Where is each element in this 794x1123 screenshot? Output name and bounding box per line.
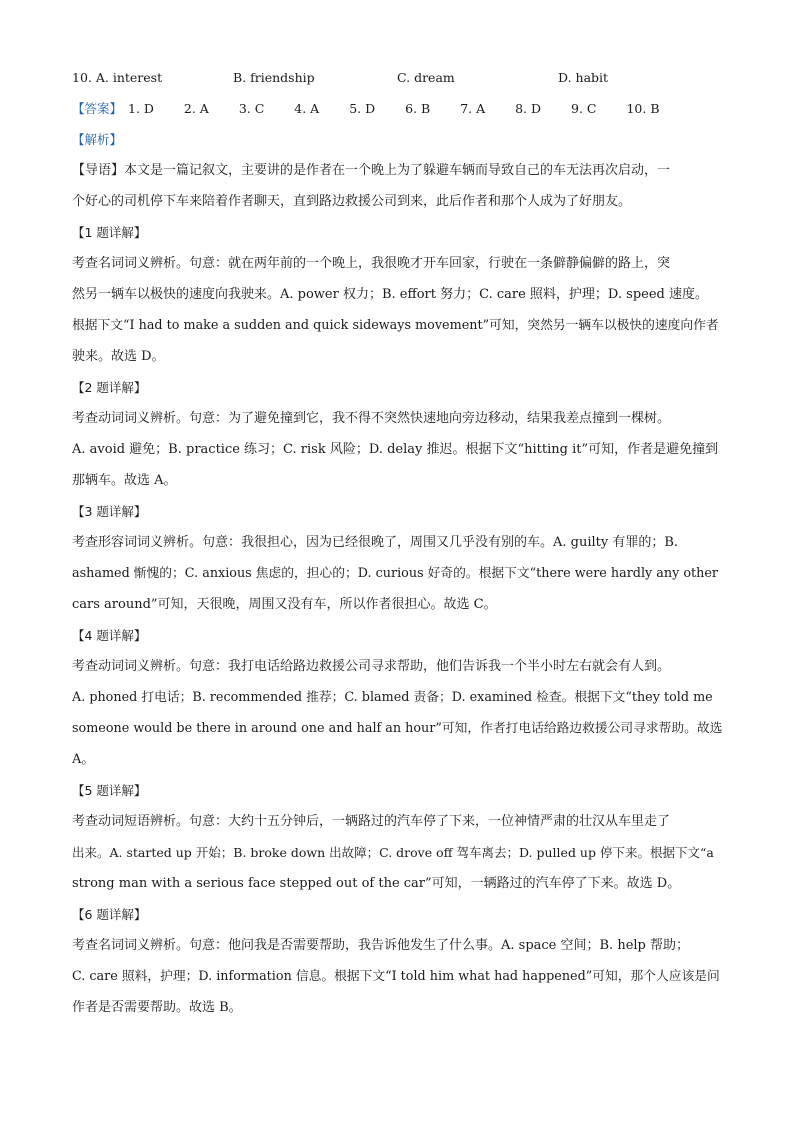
item-4-explanation [72, 651, 722, 775]
explanation-line: A. avoid 避免；B. practice 练习；C. risk 风险；D. delay 推迟。根据下文“hitting it”可知，作者是避免撞到 [72, 442, 719, 457]
explanation-line: 作者是否需要帮助。故选 B。 [72, 1000, 242, 1015]
item-3-heading: 【3 题详解】 [72, 504, 147, 519]
explanation-line: 那辆车。故选 A。 [72, 473, 177, 488]
explanation-line: 出来。A. started up 开始；B. broke down 出故障；C. drove off 驾车离去；D. pulled up 停下来。根据下文“a [72, 845, 714, 860]
explanation-line: A。 [72, 752, 95, 767]
guide-line: 【导语】本文是一篇记叙文，主要讲的是作者在一个晚上为了躲避车辆而导致自己的车无法再次启动，一 [72, 163, 671, 178]
explanation-line: 考查形容词词义辨析。句意：我很担心，因为已经很晚了，周围又几乎没有别的车。A. guilty 有罪的；B. [72, 535, 679, 550]
item-3-explanation [72, 527, 722, 620]
explanation-line: C. care 照料，护理；D. information 信息。根据下文“I told him what had happened”可知，那个人应该是问 [72, 969, 720, 984]
item-1-explanation [72, 248, 722, 372]
explanation-line: 考查动词词义辨析。句意：我打电话给路边救援公司寻求帮助，他们告诉我一个半小时左右就会有人到。 [72, 659, 671, 674]
answer-item: 2. A [183, 101, 209, 116]
explanation-line: A. phoned 打电话；B. recommended 推荐；C. blamed 责备；D. examined 检查。根据下文“they told me [72, 690, 713, 705]
explanation-line: ashamed 惭愧的；C. anxious 焦虑的，担心的；D. curious 好奇的。根据下文“there were hardly any other [72, 566, 719, 581]
answer-item: 8. D [515, 101, 542, 116]
item-2-heading: 【2 题详解】 [72, 380, 147, 395]
guide-line: 个好心的司机停下车来陪着作者聊天，直到路边救援公司到来，此后作者和那个人成为了好朋友。 [72, 194, 632, 209]
explanation-line: 然另一辆车以极快的速度向我驶来。A. power 权力；B. effort 努力；C. care 照料，护理；D. speed 速度。 [72, 287, 708, 302]
item-5-explanation [72, 806, 722, 899]
answer-item: 4. A [294, 101, 320, 116]
explanation-line: 根据下文“I had to make a sudden and quick sideways movement”可知，突然另一辆车以极快的速度向作者 [72, 318, 719, 333]
option-c: C. dream [397, 70, 455, 85]
item-4-heading: 【4 题详解】 [72, 628, 147, 643]
answer-item: 9. C [571, 101, 597, 116]
answer-item: 3. C [238, 101, 265, 116]
answer-item: 7. A [460, 101, 486, 116]
explanation-line: someone would be there in around one and half an hour”可知，作者打电话给路边救援公司寻求帮助。故选 [72, 721, 723, 736]
item-2-explanation [72, 403, 722, 496]
option-a: 10. A. interest [72, 70, 163, 85]
item-5-heading: 【5 题详解】 [72, 783, 147, 798]
answer-item: 1. D [128, 101, 154, 116]
answer-label: 【答案】 [72, 101, 123, 116]
analysis-label: 【解析】 [72, 132, 123, 147]
explanation-line: 考查名词词义辨析。句意：就在两年前的一个晚上，我很晚才开车回家，行驶在一条僻静偏僻的路上，突 [72, 256, 671, 271]
document-page [72, 62, 722, 1023]
explanation-line: 考查动词短语辨析。句意：大约十五分钟后，一辆路过的汽车停了下来，一位神情严肃的壮汉从车里走了 [72, 814, 671, 829]
explanation-line: 考查动词词义辨析。句意：为了避免撞到它，我不得不突然快速地向旁边移动，结果我差点撞到一棵树。 [72, 411, 671, 426]
answer-item: 5. D [349, 101, 376, 116]
explanation-line: strong man with a serious face stepped out of the car”可知，一辆路过的汽车停了下来。故选 D。 [72, 876, 681, 891]
explanation-line: 驶来。故选 D。 [72, 349, 165, 364]
item-1-heading: 【1 题详解】 [72, 225, 147, 240]
option-d: D. habit [558, 70, 609, 85]
answer-key [72, 93, 722, 124]
item-6-heading: 【6 题详解】 [72, 907, 147, 922]
option-b: B. friendship [233, 70, 315, 85]
explanation-line: cars around”可知，天很晚，周围又没有车，所以作者很担心。故选 C。 [72, 597, 497, 612]
answer-item: 10. B [626, 101, 660, 116]
explanation-line: 考查名词词义辨析。句意：他问我是否需要帮助，我告诉他发生了什么事。A. space 空间；B. help 帮助； [72, 938, 689, 953]
answer-item: 6. B [405, 101, 431, 116]
question-10-options [72, 62, 722, 93]
guide-paragraph [72, 155, 722, 217]
item-6-explanation [72, 930, 722, 1023]
